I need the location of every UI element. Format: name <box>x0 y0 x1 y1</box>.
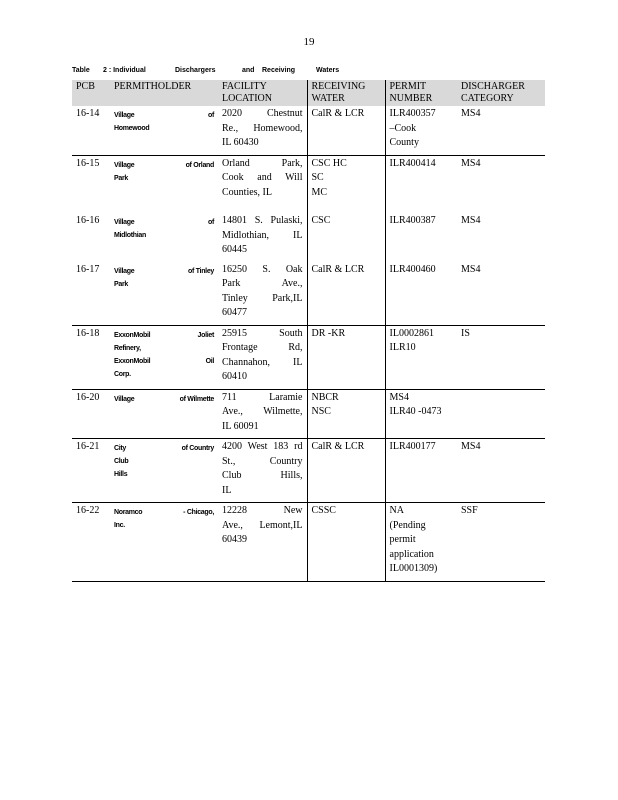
holder-line: Club <box>114 458 129 465</box>
cell-receiving-water <box>307 439 385 503</box>
dischargers-table <box>72 80 545 582</box>
holder-line: Hills <box>114 471 128 478</box>
location-line: Frontage Rd, <box>222 342 303 353</box>
water-line: SC <box>311 172 324 183</box>
location-line: 4200 West 183 rd <box>222 441 303 452</box>
permit-line: ILR400460 <box>389 263 436 275</box>
cell-discharger-category: MS4 <box>457 106 545 155</box>
location-line: Channahon, IL <box>222 356 303 368</box>
permit-line: NA <box>389 505 404 516</box>
location-line: Park Ave., <box>222 278 303 289</box>
table-row <box>72 325 545 389</box>
cell-receiving-water <box>307 389 385 439</box>
holder-line: Park <box>114 174 128 182</box>
water-line: DR -KR <box>311 327 346 339</box>
table-header-row <box>72 80 545 106</box>
cell-discharger-category: SSF <box>457 503 545 582</box>
permit-line: IL0002861 <box>389 327 434 339</box>
cell-pcb: 16-17 <box>72 262 110 326</box>
cell-permit-holder <box>110 389 218 439</box>
water-line: CalR & LCR <box>311 441 365 452</box>
cell-facility-location <box>218 389 307 439</box>
cell-receiving-water <box>307 155 385 213</box>
cell-receiving-water <box>307 213 385 262</box>
holder-line: Noramco - Chicago, <box>114 509 214 516</box>
location-line: Cook and Will <box>222 172 303 183</box>
location-line: Tinley Park,IL <box>222 292 303 304</box>
permit-line: IL0001309) <box>389 563 438 574</box>
permit-line: MS4 <box>389 391 409 403</box>
water-line: CSC HC <box>311 157 347 169</box>
header-permit-number: PERMIT NUMBER <box>385 80 457 106</box>
permit-line: ILR10 <box>389 342 416 353</box>
water-line: CalR & LCR <box>311 108 365 119</box>
permit-line: (Pending <box>389 519 426 531</box>
location-line: 60439 <box>222 534 247 545</box>
location-line: Re., Homewood, <box>222 122 303 134</box>
location-line: IL 60091 <box>222 420 259 432</box>
permit-line: ILR400357 <box>389 108 436 119</box>
water-line: NBCR <box>311 391 339 403</box>
water-line: CSSC <box>311 505 336 516</box>
cell-facility-location <box>218 262 307 326</box>
table-row <box>72 439 545 503</box>
permit-line: ILR400387 <box>389 215 436 226</box>
location-line: IL <box>222 484 232 496</box>
table-row <box>72 213 545 262</box>
cell-discharger-category: MS4 <box>457 439 545 503</box>
permit-line: County <box>389 137 419 148</box>
cell-receiving-water <box>307 325 385 389</box>
location-line: 12228 New <box>222 505 303 516</box>
location-line: Ave., Wilmette, <box>222 406 303 417</box>
cell-pcb: 16-18 <box>72 325 110 389</box>
permit-line: ILR40 -0473 <box>389 406 442 417</box>
holder-line: Inc. <box>114 522 125 529</box>
cell-permit-number <box>385 155 457 213</box>
holder-line: Village of Wilmette <box>114 395 214 403</box>
table-row <box>72 155 545 213</box>
location-line: Ave., Lemont,IL <box>222 519 303 531</box>
location-line: St., Country <box>222 455 303 467</box>
caption-word: Dischargers <box>175 67 216 74</box>
cell-discharger-category: MS4 <box>461 157 481 169</box>
caption-word: Waters <box>316 67 340 74</box>
holder-line: Village of <box>114 112 214 119</box>
location-line: 60445 <box>222 244 247 255</box>
permit-line: permit <box>389 534 416 545</box>
caption-word: Receiving <box>262 67 296 74</box>
permit-line: –Cook <box>389 122 417 134</box>
cell-permit-holder <box>110 106 218 155</box>
header-permit-holder: PERMIT HOLDER <box>110 80 218 106</box>
holder-line: City of Country <box>114 445 214 452</box>
cell-pcb: 16-20 <box>72 389 110 439</box>
holder-line: Corp. <box>114 370 131 378</box>
water-line: MC <box>311 186 328 198</box>
location-line: Counties, IL <box>222 186 272 198</box>
cell-permit-number <box>385 503 457 582</box>
cell-permit-holder <box>110 439 218 503</box>
holder-line: Village of Orland <box>114 161 214 169</box>
cell-permit-holder <box>110 503 218 582</box>
holder-line: Park <box>114 280 128 288</box>
location-line: 60477 <box>222 307 247 318</box>
cell-discharger-category: MS4 <box>457 262 545 326</box>
water-line: NSC <box>311 406 331 417</box>
holder-line: Refinery, <box>114 344 141 352</box>
table-row <box>72 106 545 155</box>
holder-line: Midlothian <box>114 232 146 239</box>
cell-discharger-category: IS <box>457 325 545 389</box>
location-line: Midlothian, IL <box>222 229 303 241</box>
cell-facility-location <box>218 325 307 389</box>
cell-permit-number <box>385 262 457 326</box>
cell-permit-number <box>385 106 457 155</box>
holder-line: Village of <box>114 219 214 226</box>
cell-facility-location <box>218 155 307 213</box>
location-line: 60410 <box>222 371 247 382</box>
location-line: Orland Park, <box>222 157 303 169</box>
cell-permit-number <box>385 213 457 262</box>
location-line: 25915 South <box>222 327 303 339</box>
location-line: 711 Laramie <box>222 391 303 403</box>
cell-discharger-category: MS4 <box>461 215 481 226</box>
cell-receiving-water <box>307 262 385 326</box>
cell-permit-holder <box>110 213 218 262</box>
cell-permit-holder <box>110 262 218 326</box>
cell-facility-location <box>218 106 307 155</box>
location-line: 2020 Chestnut <box>222 108 303 119</box>
cell-receiving-water <box>307 503 385 582</box>
cell-facility-location <box>218 213 307 262</box>
cell-discharger-category <box>457 389 545 439</box>
cell-permit-number <box>385 389 457 439</box>
cell-pcb: 16-16 <box>76 215 100 226</box>
cell-pcb: 16-14 <box>72 106 110 155</box>
location-line: 16250 S. Oak <box>222 263 303 275</box>
header-receiving-water: RECEIVING WATER <box>307 80 385 106</box>
header-pcb: PCB <box>72 80 110 106</box>
cell-receiving-water <box>307 106 385 155</box>
cell-pcb: 16-21 <box>72 439 110 503</box>
cell-permit-number <box>385 439 457 503</box>
permit-line: ILR400414 <box>389 157 436 169</box>
permit-line: application <box>389 548 434 560</box>
cell-permit-holder <box>110 155 218 213</box>
holder-line: Homewood <box>114 125 150 132</box>
cell-pcb: 16-15 <box>76 157 100 169</box>
cell-permit-number <box>385 325 457 389</box>
water-line: CSC <box>311 215 331 226</box>
water-line: CalR & LCR <box>311 263 365 275</box>
permit-line: ILR400177 <box>389 441 436 452</box>
page-number: 19 <box>303 36 315 48</box>
location-line: IL 60430 <box>222 137 259 148</box>
holder-line: ExxonMobil Joliet <box>114 331 214 339</box>
table-row <box>72 503 545 582</box>
header-facility-location: FACILITY LOCATION <box>218 80 307 106</box>
holder-line: Village of Tinley <box>114 267 214 275</box>
caption-label: Table <box>72 67 90 74</box>
location-line: Club Hills, <box>222 470 303 481</box>
cell-facility-location <box>218 503 307 582</box>
cell-permit-holder <box>110 325 218 389</box>
cell-pcb: 16-22 <box>72 503 110 582</box>
table-row <box>72 262 545 326</box>
holder-line: ExxonMobil Oil <box>114 357 214 365</box>
caption-number: 2 : Individual <box>103 67 146 74</box>
table-row <box>72 389 545 439</box>
caption-word: and <box>242 67 255 74</box>
cell-facility-location <box>218 439 307 503</box>
header-discharger-category: DISCHARGER CATEGORY <box>457 80 545 106</box>
location-line: 14801 S. Pulaski, <box>222 215 303 226</box>
